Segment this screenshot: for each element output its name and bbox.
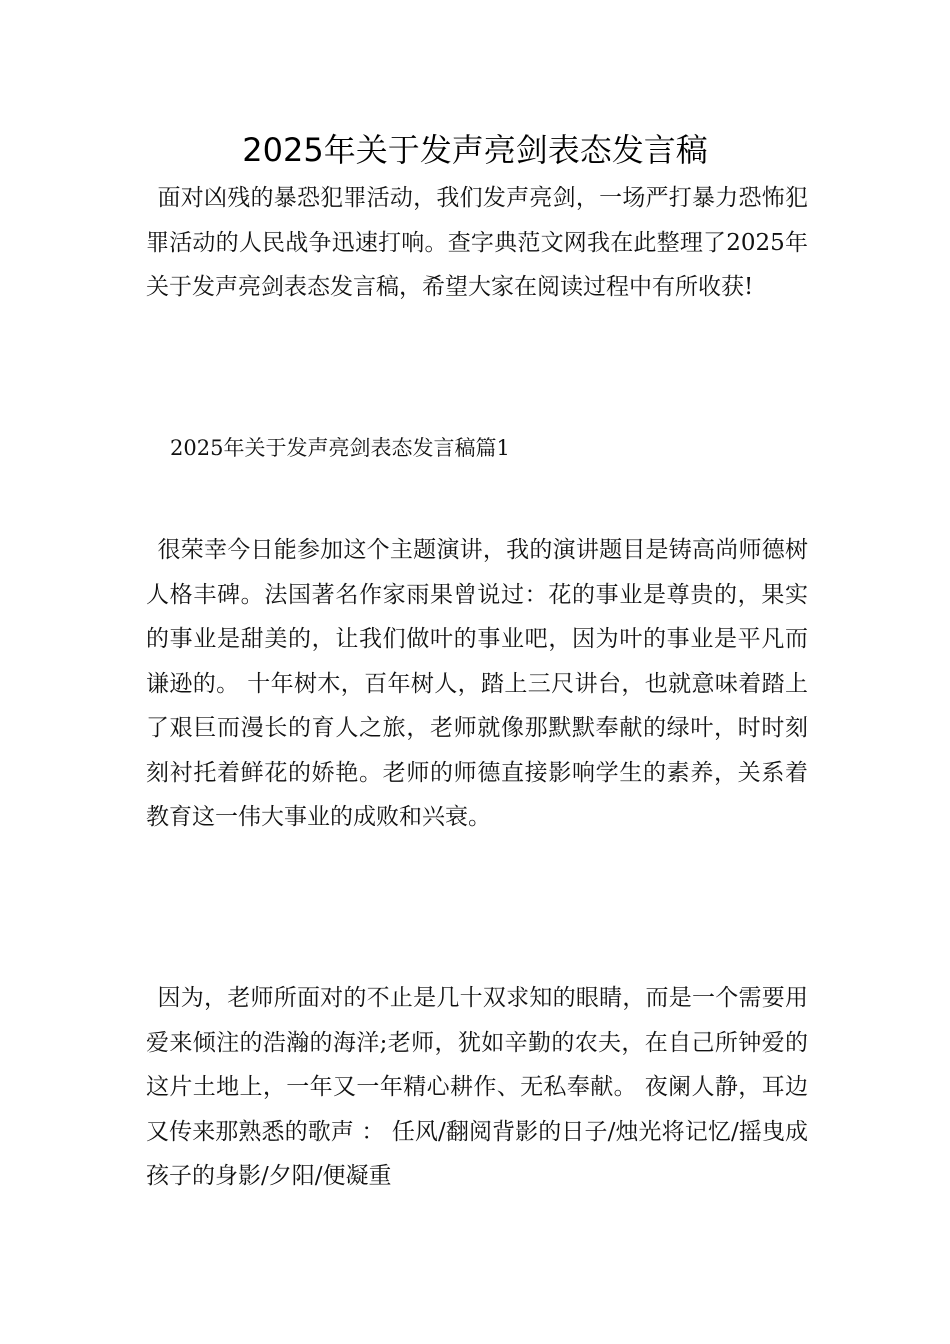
section-heading: 2025年关于发声亮剑表态发言稿篇1	[170, 436, 510, 460]
body-paragraph-1: 很荣幸今日能参加这个主题演讲，我的演讲题目是铸高尚师德树人格丰碑。法国著名作家雨果曾说过：花的事业是尊贵的，果实的事业是甜美的，让我们做叶的事业吧，因为叶的事业是平凡而谦逊的。 十年树木，百年树人，踏上三尺讲台，也就意味着踏上了艰巨而漫长的育人之旅，老师就像那默默奉献的绿叶，时时刻刻衬托着鲜花的娇艳。老师的师德直接影响学生的素养，关系着教育这一伟大事业的成败和兴衰。	[146, 537, 808, 830]
body-paragraph-2: 因为，老师所面对的不止是几十双求知的眼睛，而是一个需要用爱来倾注的浩瀚的海洋;老师，犹如辛勤的农夫，在自己所钟爱的这片土地上，一年又一年精心耕作、无私奉献。 夜阑人静，耳边又传来那熟悉的歌声 ： 任风/翻阅背影的日子/烛光将记忆/摇曳成孩子的身影/夕阳/便凝重	[146, 985, 808, 1189]
document-title: 2025年关于发声亮剑表态发言稿	[242, 131, 708, 169]
intro-paragraph: 面对凶残的暴恐犯罪活动，我们发声亮剑，一场严打暴力恐怖犯罪活动的人民战争迅速打响。查字典范文网我在此整理了2025年关于发声亮剑表态发言稿，希望大家在阅读过程中有所收获!	[146, 185, 808, 300]
